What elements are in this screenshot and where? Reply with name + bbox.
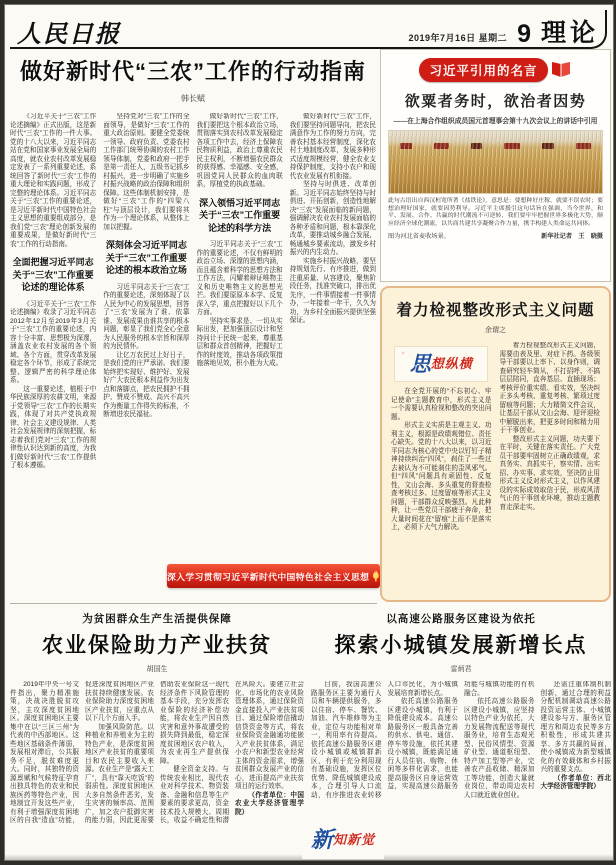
lead-column-2: [103, 113, 189, 587]
sixiang-paragraph: 着力检视整改形式主义问题，需要由表及里、对症下药。各级领导干部要以上率下、以身作则，调查研究轻车简从，不打招呼、不搞层层陪同，直奔基层、直插现场；考核评价重实绩、看实效，坚决纠正多头考核、重复考核、繁琐过度留痕等问题；大力精简文件会议，让基层干部从文山会海、迎评迎检中解脱出来，把更多时间和精力用于干事创业。: [499, 342, 600, 434]
lead-paragraph: 《习近平关于“三农”工作论述摘编》正式出版，这是新时代“三农”工作的一件大事。党的十八大以来，习近平同志站在党和国家事业发展全局的高度，就农业农村改革发展稳定发表了一系列重要论述，系统回答了新时代“三农”工作的重大理论和实践问题，形成了完整的理论体系。习近平同志关于“三农”工作的重要论述，是习近平新时代中国特色社会主义思想的重要组成部分，是我们党“三农”理论创新发展的重要成果，是做好新时代“三农”工作的行动指南。: [10, 113, 97, 248]
harvester-shape: [576, 143, 591, 149]
lead-subhead-1: 全面把握习近平同志关于“三农”工作重要论述的理论体系: [12, 257, 94, 292]
quote-text: 欲粟者务时，欲治者因势: [404, 93, 587, 110]
lead-paragraph: 做好新时代“三农”工作，我们要坚持问题导向，把农民满意作为工作的努力方向，完善农村基本经营制度，深化农村土地制度改革，发展多种形式适度规模经营，健全农业支持保护制度，支持小农户和现代农业发展有机衔接。: [289, 113, 376, 180]
page-number: 9: [517, 20, 531, 48]
article-kicker: 以高速公路服务区建设为依托: [386, 614, 536, 625]
article-headline: 农业保险助力产业扶贫: [42, 633, 272, 657]
logo-char: 新: [310, 826, 333, 852]
sixiang-zongheng-logo: [394, 346, 488, 382]
photo-caption-note: 图为河北省麦收场景。: [388, 233, 450, 241]
open-book-icon: [550, 61, 572, 79]
lead-subhead-3: 深入领悟习近平同志关于“三农”工作重要论述的科学方法: [199, 197, 281, 233]
sixiang-columns: [391, 342, 600, 590]
lead-subhead-2: 深刻体会习近平同志关于“三农”工作重要论述的根本政治立场: [105, 240, 187, 275]
lead-paragraph: 让亿万农民过上好日子，是我们党的庄严承诺。我们要始终把实现好、维护好、发展好广大农民根本利益作为出发点和落脚点，把农民拥护不拥护、赞成不赞成、高兴不高兴作为衡量工作得失的标准，不断增进农民福祉。: [103, 351, 190, 418]
article-headline: 探索小城镇发展新增长点: [334, 633, 588, 657]
wheat-field-photo: [388, 130, 603, 194]
quote-box: [380, 49, 611, 282]
harvester-shape: [434, 143, 449, 149]
logo-char: 思: [409, 351, 431, 376]
logo-text: 想纵横: [430, 355, 473, 371]
body-paragraph: 依托高速公路服务区建设小城镇，应坚持以特色产业为依托，大力发展物流配送等现代服务业，培育生态观光型、民俗风情型、资源矿业型、通道枢纽型、特产加工型等产业，完善农产品收储、精深加工等功能，创造大量就业岗位，带动周边农村人口就近就业创业。: [464, 698, 535, 799]
photo-credit: 新华社记者 王 晓摄: [541, 233, 603, 241]
lead-paragraph: 做好新时代“三农”工作，我们要把这个根本政治立场，贯彻落实到农村改革发展稳定各项工作中去，经济上保障农民物质利益，政治上尊重农民民主权利，不断增强农民群众的获得感、幸福感、安全感，巩固党同人民群众的血肉联系，厚植党的执政基础。: [196, 113, 283, 188]
header-right: [409, 13, 599, 49]
quote-badge-row: [388, 58, 603, 82]
sixiang-paragraph: 在全党开展的“不忘初心、牢记使命”主题教育中，形式主义是一个需要认真检视和整改的突出问题。: [391, 388, 492, 421]
harvester-shape: [504, 143, 520, 149]
article-kicker: 为贫困群众生产生活提供保障: [82, 614, 232, 625]
newspaper-page: [4, 4, 614, 861]
body-paragraph: 目前，我国高速公路服务区主要为通行人员和车辆提供服务，多以住宿、停车、餐饮、加油、汽车维修等为主业，定位与功能相对单一，利用率有待提高。依托高速公路服务区建设小城镇或城镇群新区，有利于充分利用现有基础设施，发挥区位优势、降低城镇建设成本，合理引导人口流动，有序推进农业转移人口市民化，为小城镇发展培育新增长点。: [311, 681, 458, 799]
photo-caption: 此句古语出自西汉桓宽所著《盐铁论》，意思是：要想种好庄稼，就要不误农时；要想治理好国家，就要因势利导。习近平主席援引这句话旨在强调，当今世界，和平、发展、合作、共赢的时代潮流不可逆转，我们要牢牢把握世界多极化大势，顺应经济全球化潮流，以共商共建共享凝聚合作力量，携手构建人类命运共同体。: [388, 198, 604, 227]
sixiang-byline: 余谓之: [485, 327, 506, 334]
harvester-shape: [400, 143, 412, 149]
lead-headline: 做好新时代“三农”工作的行动指南: [19, 59, 366, 84]
body-paragraph: 加强风险防范。以种植业和养殖业为主的特色产业，是深度贫困地区产业扶贫的重要项目和农民主要收入来源。农业生产是“露天工厂”，具有“靠天吃饭”的弱质性。深度贫困地区大多自然条件恶劣，发生灾害的频率高、范围广，加之农户抵御灾害的能力弱，因此更需要借助农业保险这一现代经济条件下风险管理的基本手段，充分发挥农业保险的经济补偿功能，将农业生产因自然灾害和意外事故遭受的损失降到最低，稳定深度贫困地区农户收入，为农业再生产提供保障。: [85, 681, 229, 824]
body-paragraph: 健全资金支持。与传统农业相比，现代农业对科学技术、物资装备、金融和信息等生产要素的要求更高，资金技术投入规模大、周期长，收益不确定性和潜在风险大。要建立社会化、市场化的农业风险管理体系，通过保险资金直接投入产业扶贫项目、通过保险增信撬动信贷资金等方式，将农业保险资金融通功能嵌入产业扶贫体系，满足小农户和新型农业经营主体的资金需求，增强贫困群众发展产业的信心，进而提高产业扶贫项目的运行效率。: [160, 681, 304, 824]
logo-text: 知新觉: [333, 831, 376, 847]
torch-icon: [372, 569, 380, 583]
lead-column-4: [290, 113, 376, 559]
photo-caption-note-row: [388, 231, 603, 240]
lead-column-3: [197, 113, 283, 559]
harvesters: [389, 143, 602, 149]
sixiang-paragraph: 整改形式主义问题，功夫要下在平时，关键在落实责任。广大党员干部要牢固树立正确政绩观，求真务实、真抓实干，察实情、出实招、办实事、求实效，坚决防止用形式主义反对形式主义，以作风建设的实际成效取信于民，形成风清气正的干事创业环境，推动主题教育走深走实。: [499, 435, 600, 511]
sixiang-title: 着力检视整改形式主义问题: [396, 302, 595, 319]
section-title: 理论: [540, 19, 599, 47]
quote-badge: 习近平引用的名言: [419, 58, 547, 82]
section-divider: [10, 603, 377, 604]
lead-paragraph: 习近平同志关于“三农”工作的重要论述，深刻体现了以人民为中心的发展思想，回答了“三农”发展为了谁、依靠谁、发展成果由谁共享的根本问题，彰显了我们党全心全意为人民服务的根本宗旨和深厚的为民情怀。: [103, 283, 190, 350]
lead-paragraph: 坚持与时俱进、改革创新。习近平同志始终坚持与时俱进、开拓创新，创造性地解决“三农”发展面临的新问题，强调解决农业农村发展面临的各种矛盾和问题，根本靠深化改革，要推动城乡融合发展，畅通城乡要素流动，激发乡村振兴的内生动力。: [289, 181, 376, 256]
quote-source: ——在上海合作组织成员国元首理事会第十九次会议上的讲话中引用: [393, 118, 598, 125]
study-banner: [167, 564, 380, 588]
lead-columns: [10, 113, 376, 587]
sixiang-column-2: [500, 342, 601, 590]
body-paragraph: 2019年中央一号文件指出，聚力精准施策，决战决胜脱贫攻坚，主攻深度贫困地区。深度贫困地区主要集中在以“三区三州”为代表的中西部地区。这些地区基础条件薄弱，发展相对滞后，公共服务不足，脱贫难度更大。同时，其独特的资源禀赋和气候特征孕育出独具特色的农业和民族医药等特色产业，因地制宜开发这些产业，有利于增强深度贫困地区的自我“造血”功能，促进深度贫困地区产业扶贫持续健康发展。农业保险助力深度贫困地区产业扶贫，应重点从以下几个方面入手。: [10, 681, 154, 824]
lead-paragraph: 这一重要论述，植根于中华民族深厚的农耕文明，来源于党领导“三农”工作的长期实践，体现了对共产党执政规律、社会主义建设规律、人类社会发展规律的深刻把握，标志着我们党对“三农”工作的规律性认识达到新的高度，为我们做好新时代“三农”工作提供了根本遵循。: [10, 385, 97, 469]
lead-article: [10, 55, 376, 587]
lead-byline: 韩长赋: [181, 94, 205, 103]
lead-paragraph: 坚持实事求是、一切从实际出发，把加强顶层设计和坚持问计于民统一起来，尊重基层和群众首创精神，把握好工作的时度效，推动各项政策措施落地见效，积小胜为大成。: [196, 317, 283, 367]
lead-column-1: [10, 113, 96, 587]
sixiang-zongheng-box: [380, 286, 611, 602]
xinzhi-xinjue-logo: [302, 817, 384, 859]
article-body: [10, 681, 304, 861]
study-banner-text: 深入学习贯彻习近平新时代中国特色社会主义思想: [167, 571, 370, 582]
edition-date: 2019年7月16日 星期二: [408, 33, 508, 43]
body-paragraph: 还需注重体制机制创新，通过合理的利益分配机制调动高速公路投资运营主体、小城镇建设参与方、服务区管理方和周边农民等多方积极性，形成共建共享、多方共赢的局面，使小城镇成为新型城镇化的有效载体和乡村振兴的重要支点。: [540, 681, 611, 773]
masthead-title: 人民日报: [17, 19, 121, 48]
sixiang-column-1: [391, 342, 492, 590]
lead-paragraph: 习近平同志关于“三农”工作的重要论述，不仅有鲜明的政治立场、深邃的思想内涵，而且蕴含着科学的思想方法和工作方法，闪耀着辩证唯物主义和历史唯物主义的思想光芒。我们要原原本本学、反复深入学，重点把握好以下几个方面。: [196, 241, 283, 316]
lead-paragraph: 《习近平关于“三农”工作论述摘编》收录了习近平同志2012年12月至2019年3月关于“三农”工作的重要论述，内容十分丰富、思想极为深邃，涵盖农业农村发展的各个领域、各个方面，贯穿改革发展稳定各个环节，形成了系统完整、逻辑严密的科学理论体系。: [10, 300, 97, 384]
body-paragraph: 依托高速公路服务区建设小城镇，有利于降低建设成本。高速公路服务区一般具备完善的供水、供电、通信、停车等设施，依托其建设小城镇，既能满足通行人员住宿、购物、休闲等多样化需求，也能提高服务区自身运营效益，实现高速公路服务功能与城镇功能的有机融合。: [387, 681, 535, 790]
harvester-shape: [471, 143, 482, 149]
harvester-shape: [542, 143, 554, 149]
author-unit: （作者单位：中国农业大学经济管理学院）: [235, 791, 304, 816]
lead-paragraph: 坚持党对“三农”工作的全面领导，是做好“三农”工作的重大政治原则。要健全党委统一领导、政府负责、党委农村工作部门统筹协调的农村工作领导体制，党委和政府一把手是第一责任人，五级书记抓乡村振兴，进一步明确了实施乡村振兴战略的政治保障和组织保障。这些体制机制安排，是做好“三农”工作的“四梁八柱”与顶层设计，我们要将其作为一个理论体系，从整体上加以把握。: [103, 113, 190, 231]
article-byline: 胡国生: [146, 666, 168, 673]
article-agriculture-insurance: [10, 611, 304, 861]
sixiang-paragraph: 形式主义实质是主观主义、功利主义，根源是政绩观错位、责任心缺失。党的十八大以来，以习近平同志为核心的党中央以钉钉子精神持续纠治“四风”，刹住了一些过去被认为不可能刹住的歪风邪气。但“四风”问题具有顽固性、反复性，文山会海、多头重复的督查检查考核过多、过度留痕等形式主义问题，干部群众反映强烈。凡此种种，让一些党员干部疲于奔命，把大量时间花在“留痕”上而不是落实上，必须下大气力解决。: [391, 422, 492, 531]
author-unit: （作者单位：西北大学经济管理学院）: [540, 774, 611, 790]
lead-paragraph: 实施乡村振兴战略，要坚持规划先行、有序推进，做到注重质量、从容建设，聚焦阶段任务，找准突破口，排出优先序，一件事情接着一件事情办，一年接着一年干，久久为功，为乡村全面振兴提供坚强保证。: [289, 257, 376, 324]
article-byline: 雷炳君: [450, 666, 472, 673]
